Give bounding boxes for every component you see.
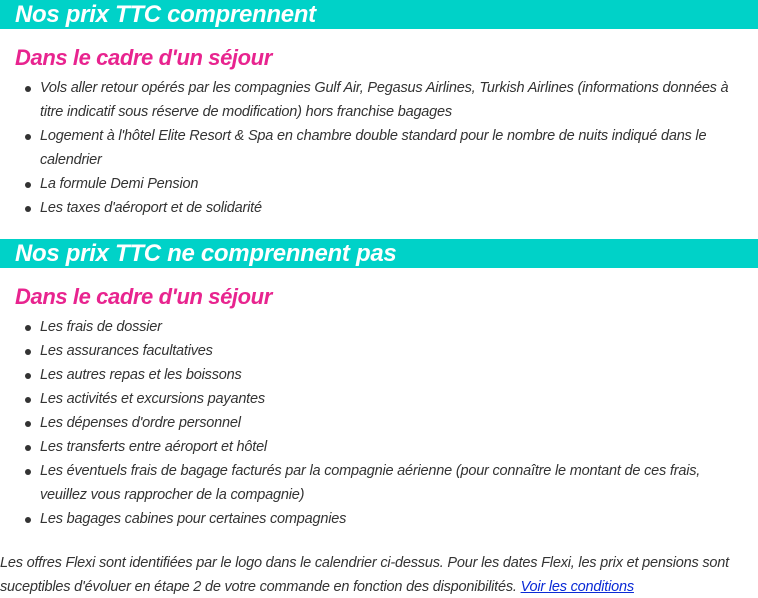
flexi-note [0,551,758,598]
flexi-note-text: Les offres Flexi sont identifiées par le logo dans le calendrier ci-dessus. Pour les dates Flexi, les prix et pensions sont suceptibles d'évoluer en étape 2 de votre commande en fonction des disponibilités. [0,555,729,595]
excluded-list [0,315,758,531]
included-section [0,0,758,220]
list-item: Les autres repas et les boissons [40,363,750,387]
list-item: Les taxes d'aéroport et de solidarité [40,196,750,220]
list-item: Les frais de dossier [40,315,750,339]
list-item: Les assurances facultatives [40,339,750,363]
included-heading: Nos prix TTC comprennent [0,0,758,29]
list-item: Les éventuels frais de bagage facturés par la compagnie aérienne (pour connaître le montant de ces frais, veuillez vous rapprocher de la compagnie) [40,459,750,507]
list-item: Les bagages cabines pour certaines compagnies [40,507,750,531]
list-item: La formule Demi Pension [40,172,750,196]
excluded-subheading: Dans le cadre d'un séjour [15,284,272,309]
excluded-heading: Nos prix TTC ne comprennent pas [0,239,758,268]
list-item: Logement à l'hôtel Elite Resort & Spa en chambre double standard pour le nombre de nuits indiqué dans le calendrier [40,124,750,172]
conditions-link[interactable]: Voir les conditions [520,579,634,595]
excluded-section [0,239,758,531]
included-subheading: Dans le cadre d'un séjour [15,45,272,70]
included-list [0,76,758,220]
list-item: Les activités et excursions payantes [40,387,750,411]
list-item: Les dépenses d'ordre personnel [40,411,750,435]
list-item: Vols aller retour opérés par les compagnies Gulf Air, Pegasus Airlines, Turkish Airlines (informations données à titre indicatif sous réserve de modification) hors franchise bagages [40,76,750,124]
list-item: Les transferts entre aéroport et hôtel [40,435,750,459]
